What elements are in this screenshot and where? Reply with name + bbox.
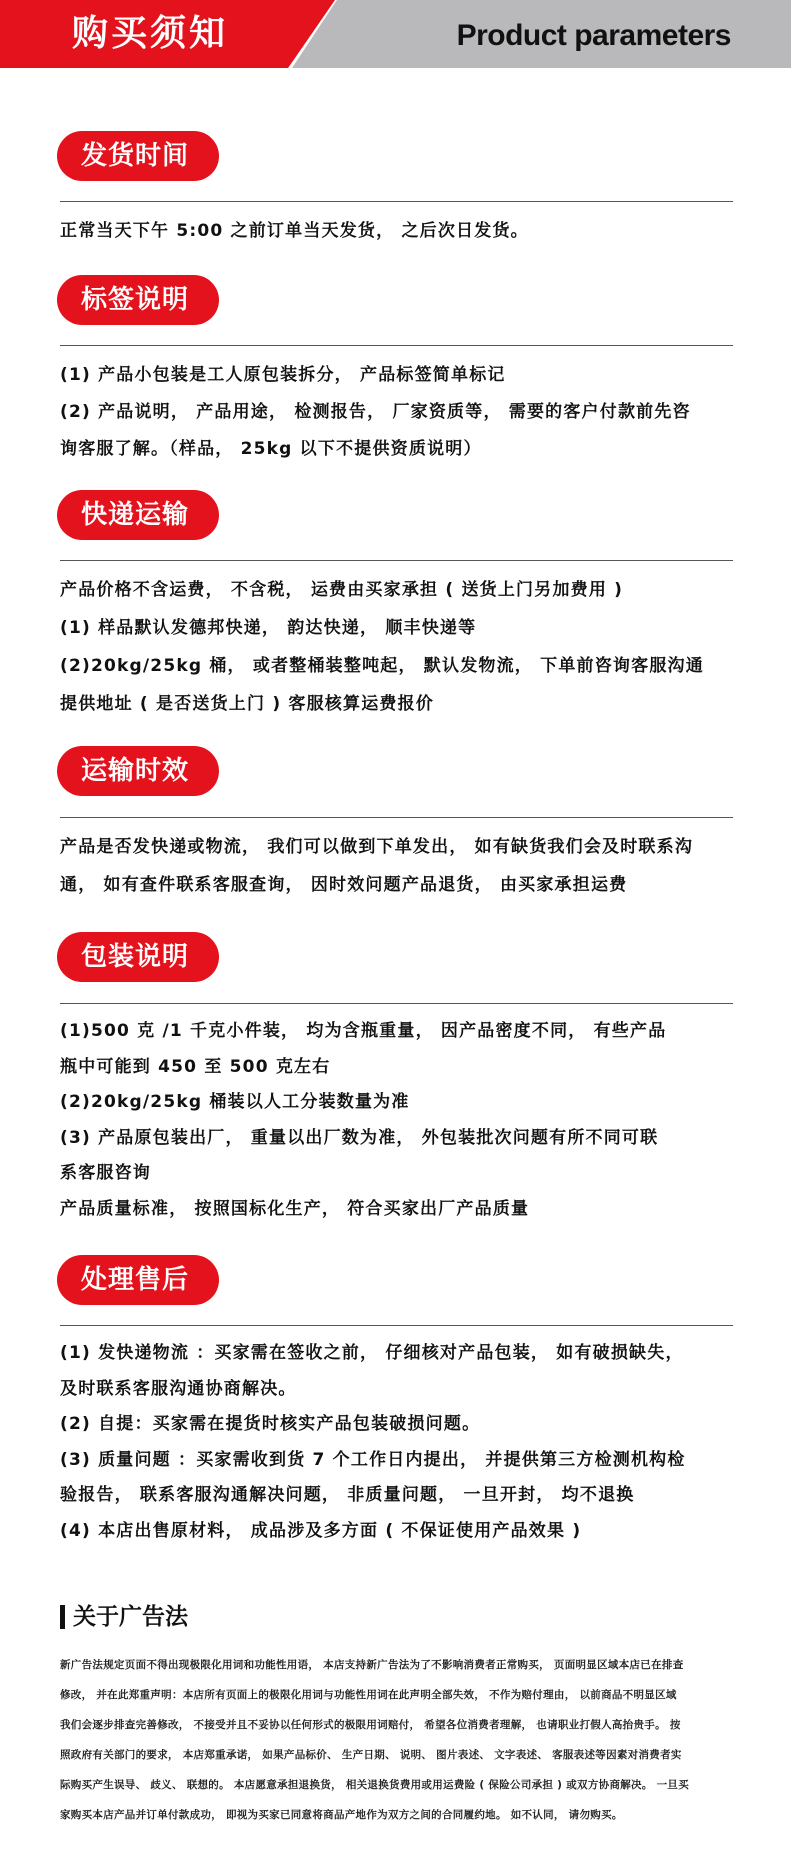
body-line: 验报告， 联系客服沟通解决问题， 非质量问题， 一旦开封， 均不退换	[60, 1485, 635, 1505]
ad-law-title	[60, 1602, 188, 1632]
section-title: 标签说明	[57, 275, 219, 325]
body-line: 产品是否发快递或物流， 我们可以做到下单发出， 如有缺货我们会及时联系沟	[60, 837, 694, 857]
section-body	[60, 571, 736, 723]
body-line: (1) 样品默认发德邦快递， 韵达快递， 顺丰快递等	[60, 618, 477, 638]
body-line: (4) 本店出售原材料， 成品涉及多方面 ( 不保证使用产品效果 )	[60, 1520, 582, 1541]
body-line: 产品质量标准， 按照国标化生产， 符合买家出厂产品质量	[60, 1198, 530, 1219]
section-title: 处理售后	[57, 1255, 219, 1305]
divider	[60, 817, 733, 818]
ad-law-line: 修改， 并在此郑重声明：本店所有页面上的极限化用词与功能性用词在此声明全部失效， 不作为赔付理由， 以前商品不明显区域	[60, 1689, 677, 1701]
body-line: 正常当天下午 5:00 之前订单当天发货， 之后次日发货。	[60, 221, 529, 241]
body-line: 及时联系客服沟通协商解决。	[60, 1378, 297, 1399]
body-line: 产品价格不含运费， 不含税， 运费由买家承担 ( 送货上门另加费用 )	[60, 580, 624, 600]
body-line: (2)20kg/25kg 桶装以人工分装数量为准	[60, 1092, 410, 1112]
body-line: 询客服了解。（样品， 25kg 以下不提供资质说明）	[60, 439, 482, 459]
body-line: 瓶中可能到 450 至 500 克左右	[60, 1056, 331, 1077]
header-title-cn: 购买须知	[72, 13, 229, 54]
body-line: (3) 质量问题 ：买家需收到货 7 个工作日内提出， 并提供第三方检测机构检	[60, 1449, 686, 1470]
section-title: 包装说明	[57, 932, 219, 982]
section-body	[60, 357, 736, 468]
section-body	[60, 1014, 736, 1227]
section-title: 发货时间	[57, 131, 219, 181]
ad-law-line: 照政府有关部门的要求， 本店郑重承诺， 如果产品标价、 生产日期、 说明、 图片表述、 文字表述、 客服表述等因素对消费者实	[60, 1749, 682, 1761]
body-line: (1) 产品小包装是工人原包装拆分， 产品标签简单标记	[60, 365, 506, 385]
body-line: (2)20kg/25kg 桶， 或者整桶装整吨起， 默认发物流， 下单前咨询客服沟通	[60, 656, 704, 676]
body-line: (1) 发快递物流 ：买家需在签收之前， 仔细核对产品包装， 如有破损缺失，	[60, 1343, 684, 1363]
body-line: (1)500 克 /1 千克小件装， 均为含瓶重量， 因产品密度不同， 有些产品	[60, 1021, 667, 1041]
section-body	[60, 1336, 736, 1549]
ad-law-line: 际购买产生误导、 歧义、 联想的。 本店愿意承担退换货， 相关退换货费用或用运费险 ( 保险公司承担 ) 或双方协商解决。 一旦买	[60, 1779, 689, 1791]
body-line: 提供地址 ( 是否送货上门 ) 客服核算运费报价	[60, 694, 435, 714]
body-line: (2) 产品说明， 产品用途， 检测报告， 厂家资质等， 需要的客户付款前先咨	[60, 402, 691, 422]
divider	[60, 1325, 733, 1326]
header-title-en: Product parameters	[456, 19, 731, 52]
body-line: 系客服咨询	[60, 1163, 151, 1183]
body-line: (2) 自提：买家需在提货时核实产品包装破损问题。	[60, 1414, 481, 1434]
header-banner	[0, 0, 791, 68]
ad-law-line: 我们会逐步排查完善修改， 不接受并且不妥协以任何形式的极限用词赔付， 希望各位消费者理解， 也请职业打假人高抬贵手。 按	[60, 1719, 681, 1731]
ad-law-line: 新广告法规定页面不得出现极限化用词和功能性用语， 本店支持新广告法为了不影响消费者正常购买， 页面明显区域本店已在排查	[60, 1659, 684, 1671]
section-title: 运输时效	[57, 746, 219, 796]
divider	[60, 201, 733, 202]
divider	[60, 1003, 733, 1004]
ad-law-line: 家购买本店产品并订单付款成功， 即视为买家已同意将商品产地作为双方之间的合同履约地。 如不认同， 请勿购买。	[60, 1809, 623, 1821]
body-line: 通， 如有查件联系客服查询， 因时效问题产品退货， 由买家承担运费	[60, 875, 628, 895]
divider	[60, 345, 733, 346]
section-body	[60, 828, 736, 904]
section-title: 快递运输	[57, 490, 219, 540]
title-bar-mark	[60, 1605, 65, 1629]
ad-law-body	[60, 1650, 736, 1830]
section-body	[60, 214, 736, 248]
ad-law-title-text: 关于广告法	[73, 1604, 188, 1630]
divider	[60, 560, 733, 561]
body-line: (3) 产品原包装出厂， 重量以出厂数为准， 外包装批次问题有所不同可联	[60, 1127, 659, 1148]
